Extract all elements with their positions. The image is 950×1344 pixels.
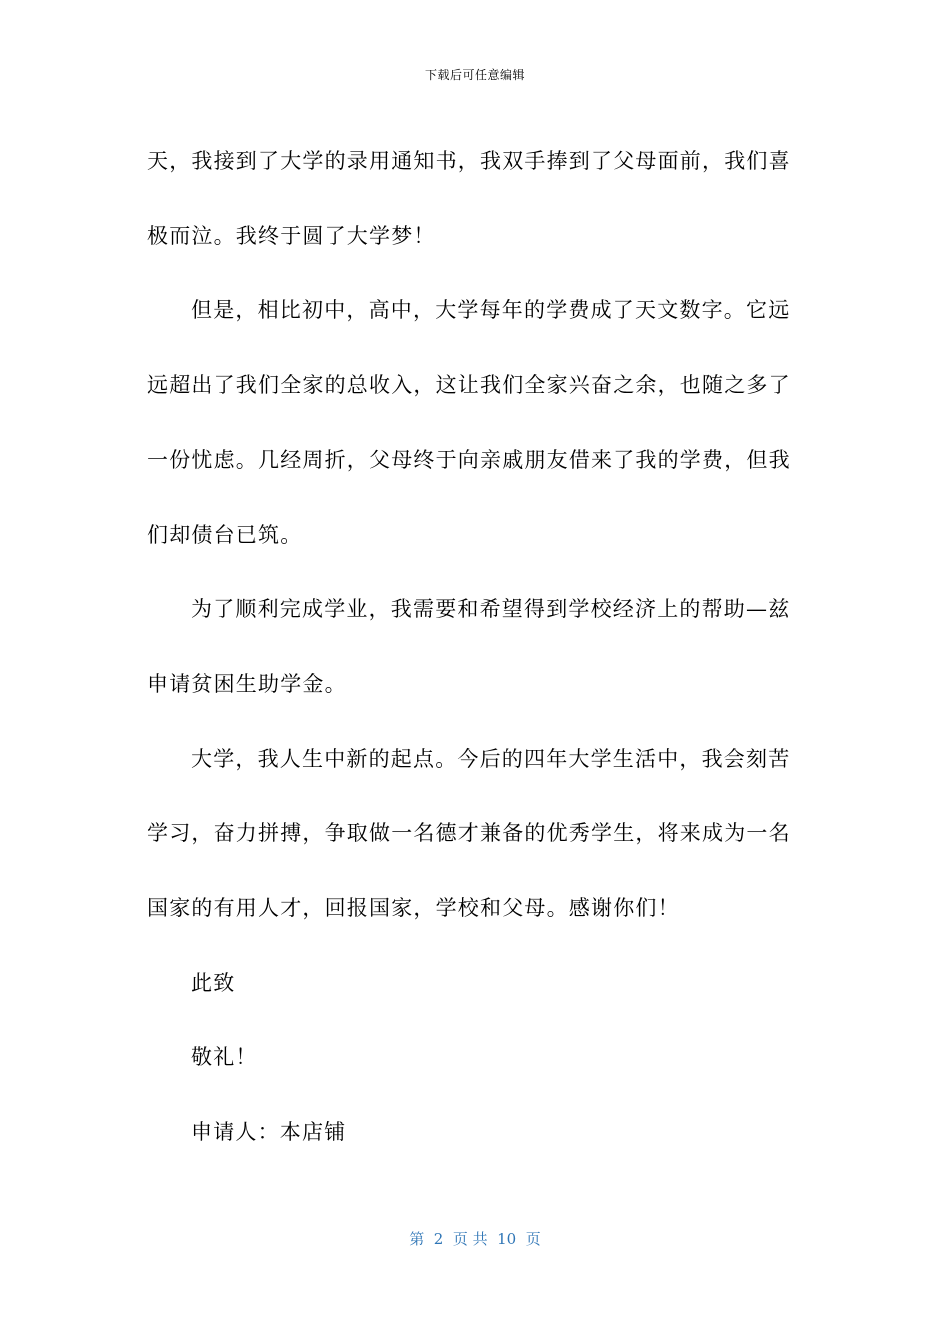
text-line: 但是，相比初中，高中，大学每年的学费成了天文数字。它远 — [191, 298, 791, 323]
page-header: 下载后可任意编辑 — [424, 68, 525, 82]
text-line: 国家的有用人才，回报国家，学校和父母。感谢你们！ — [147, 896, 680, 921]
text-line: 一份忧虑。几经周折，父母终于向亲戚朋友借来了我的学费，但我 — [147, 447, 791, 472]
closing-salutation: 此致 — [191, 970, 236, 995]
text-line: 天，我接到了大学的录用通知书，我双手捧到了父母面前，我们喜 — [147, 149, 791, 173]
closing-regards: 敬礼！ — [191, 1045, 258, 1070]
applicant-signature: 申请人：本店铺 — [191, 1120, 347, 1145]
document-body — [147, 124, 803, 1170]
text-line: 为了顺利完成学业，我需要和希望得到学校经济上的帮助—兹 — [191, 597, 791, 622]
text-line: 大学，我人生中新的起点。今后的四年大学生活中，我会刻苦 — [191, 746, 791, 771]
text-line: 远超出了我们全家的总收入，这让我们全家兴奋之余，也随之多了 — [147, 373, 791, 398]
text-line: 学习，奋力拼搏，争取做一名德才兼备的优秀学生，将来成为一名 — [147, 821, 791, 846]
page-number: 第 2 页 共 10 页 — [409, 1230, 541, 1248]
text-line: 申请贫困生助学金。 — [147, 671, 347, 696]
text-line: 们却债台已筑。 — [147, 522, 303, 547]
text-line: 极而泣。我终于圆了大学梦！ — [147, 223, 436, 248]
